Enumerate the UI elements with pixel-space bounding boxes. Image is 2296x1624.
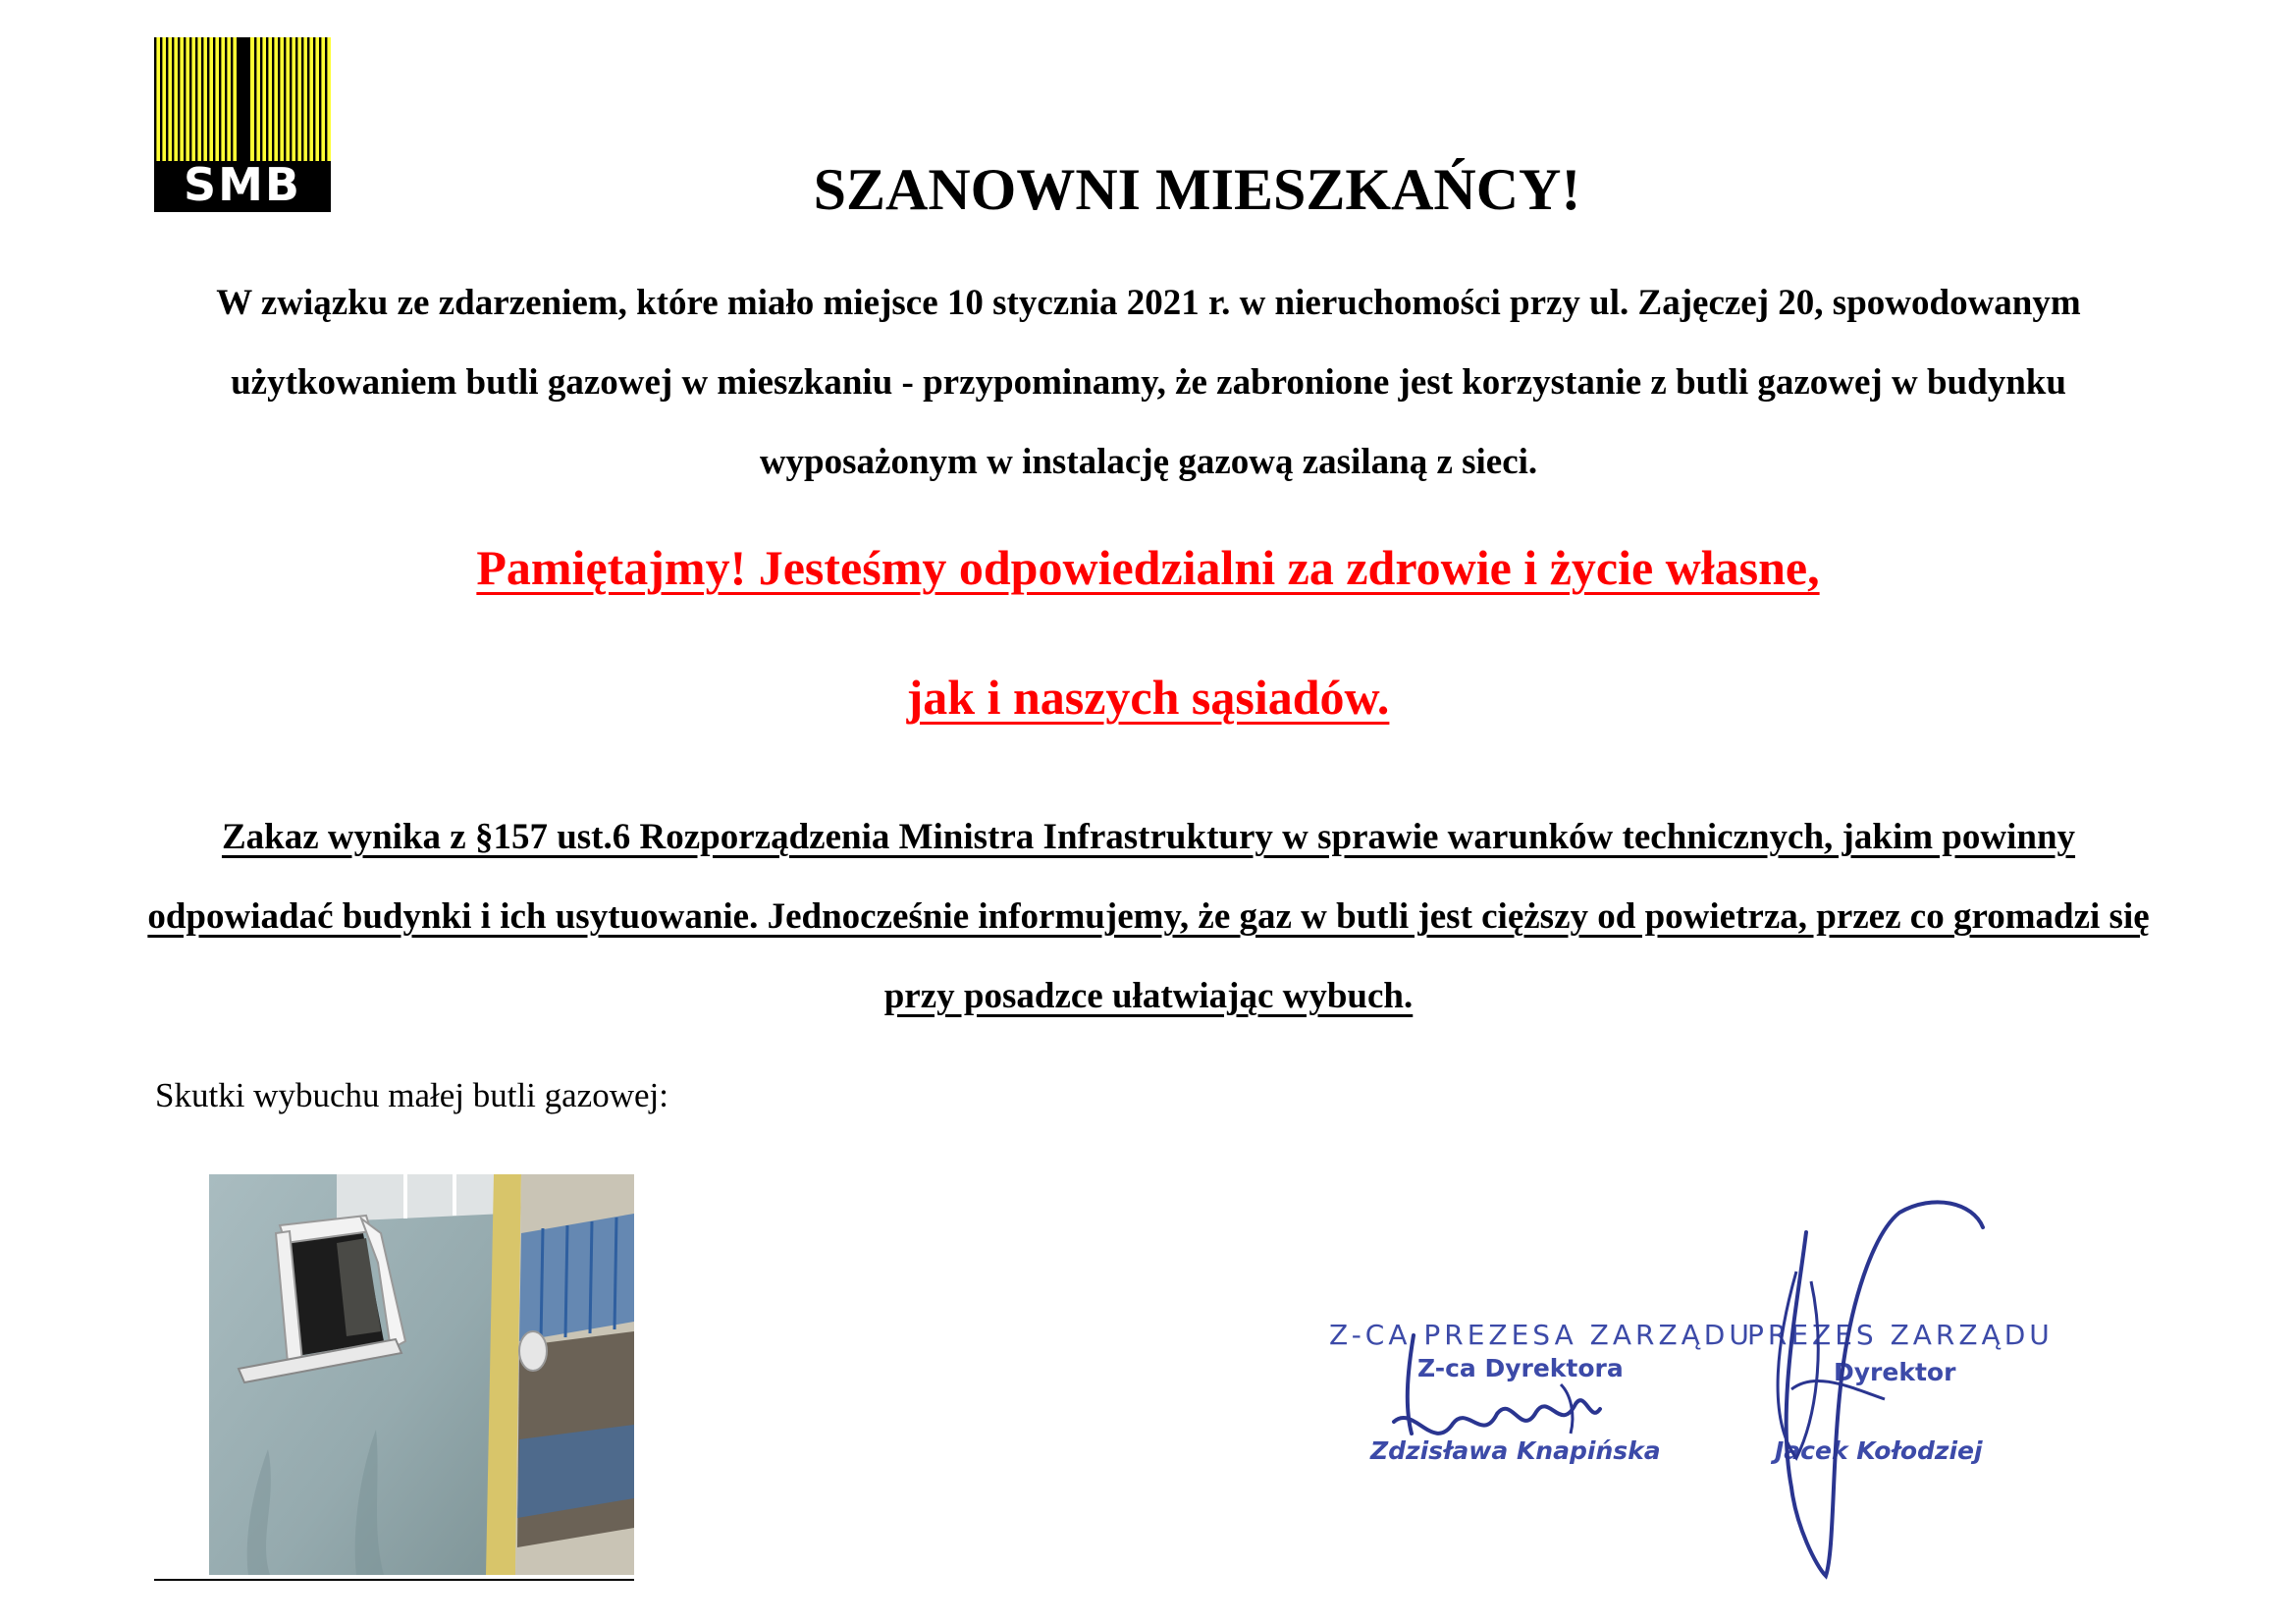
intro-paragraph: W związku ze zdarzeniem, które miało miejsce 10 stycznia 2021 r. w nieruchomości przy ul. Zajęczej 20, spowodowanym użytkowaniem butli gazowej w mieszkaniu - przypominamy, że zabronione jest korzystanie z butli gazowej w budynku wyposażonym w instalację gazową zasilaną z sieci.: [216, 283, 2081, 482]
stamp-2-role: Dyrektor: [1834, 1358, 1956, 1386]
photo-underline: [154, 1579, 634, 1581]
warning-line-2: jak i naszych sąsiadów.: [906, 670, 1390, 725]
warning-line-1: Pamiętajmy! Jesteśmy odpowiedzialni za zdrowie i życie własne,: [476, 540, 1820, 595]
stamp-2-title: PREZES ZARZĄDU: [1747, 1319, 2054, 1351]
page-title: SZANOWNI MIESZKAŃCY!: [813, 157, 1581, 222]
stamp-1-name: Zdzisława Knapińska: [1370, 1436, 1661, 1465]
stamp-1-title: Z-CA PREZESA ZARZĄDU: [1329, 1319, 1753, 1351]
regulation-paragraph: Zakaz wynika z §157 ust.6 Rozporządzenia Ministra Infrastruktury w sprawie warunków technicznych, jakim powinny odpowiadać budynki i ich usytuowanie. Jednocześnie informujemy, że gaz w butli jest cięższy od powietrza, przez co gromadzi się przy posadzce ułatwiając wybuch.: [147, 817, 2150, 1016]
logo-text: SMB: [184, 158, 301, 211]
explosion-photo-image: [209, 1174, 634, 1575]
stamp-2-name: Jacek Kołodziej: [1775, 1436, 1983, 1465]
stamp-1-role: Z-ca Dyrektora: [1417, 1354, 1624, 1382]
explosion-photo: [209, 1174, 634, 1575]
photo-caption: Skutki wybuchu małej butli gazowej:: [155, 1076, 668, 1114]
signature-president: [1737, 1193, 2012, 1586]
